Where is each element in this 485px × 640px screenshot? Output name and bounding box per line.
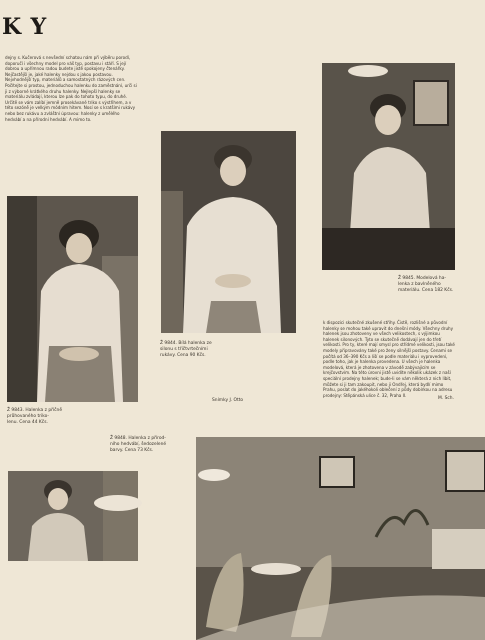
photo-model-z9843 [7, 196, 138, 402]
photo-room-interior [196, 437, 485, 640]
caption-z9844: Ž 9844. Bílá halenka ze silonu s třičtvrtečními rukávy. Cena 90 Kčs. [160, 341, 212, 358]
photo-credit: Snímky J. Otto [212, 398, 244, 403]
author-signature: M. Sch. [438, 396, 454, 401]
page-heading: KY [2, 14, 57, 40]
caption-z9843: Ž 9843. Halenka z příčně průhovaného triko- lenu. Cena 44 Kčs. [7, 408, 63, 425]
caption-z9848: Ž 9848. Halenka z přírod- ního hedvábí, šedozelené barvy. Cena 73 Kčs. [110, 436, 167, 453]
photo-model-z9845 [322, 63, 455, 270]
intro-text: dejny s. Kučerová s nevšední schatou nám při výběru porodí, doporučí i všechny model pro váš typ, postavu i stáří. S její dobrou a upřímnou radou budete jistě spokojeny čtenářky. Nejčastější je, jaké halenky nejdou s jakou postavou. Nejvhodnější typ, materiálů a samostatných rázových cen. Počítejte si prostou, jednoduchou halenku do zaměstnání, urči si ji z výborné krátkého druhu halenky. Nejlepší halenky se materiálu zvládají, kterou lze pak do tohoto typu, do druhé. Určitě se vám zalíbí jemně prosekávané triko s výstřihem, a v této sezóně je velkým módním hitem. Nosí se s kratšími rukávy nebo bez rukávu a zvláštní úpravou: halenky z umělého hedvábí a na přírodní hedvábí. A mimo to. [5, 55, 137, 122]
caption-z9845: Ž 9845. Modelová ha- lenka z bavlněného materiálu. Cena 182 Kčs. [398, 276, 454, 293]
photo-model-z9848 [8, 471, 138, 561]
body-text: k dispozici skutečné zkušené střihy. Čistě, rozlišné a původní halenky se mohou také upravit do dnešní módy. Všechny druhy halenek jsou zhotoveny ve všech velikostech, s výjimkou halenek silonových. Tyto se skutečně dodávají jen do třetí velikosti. Pro ty, které mají smysl pro střídmé velikosti, jsou také modely připravovány také pro ženy silnější postavy. Cenami se počítá od 36–390 Kčs a liší se podle materiálu i vyprovedení, podle toho, jak je halenka provedena. U všech je halenka modelová, která je zhotovena v závodě zabývajícím se krejčovstvím. Na této úrovni jistě uvidíte několik ukázek z naší speciální prodejny halenek; bude-li se vám některá z nich líbit, můžete si ji tam zakoupit, nebo ji Ondřej, která bydlí mimo Prahu, poslat do jakéhokoli oblečení z půdy dobírkou na adresu prodejny: Stěpánská ulice č. 32, Praha II. [323, 320, 455, 398]
photo-model-z9844 [161, 131, 296, 333]
